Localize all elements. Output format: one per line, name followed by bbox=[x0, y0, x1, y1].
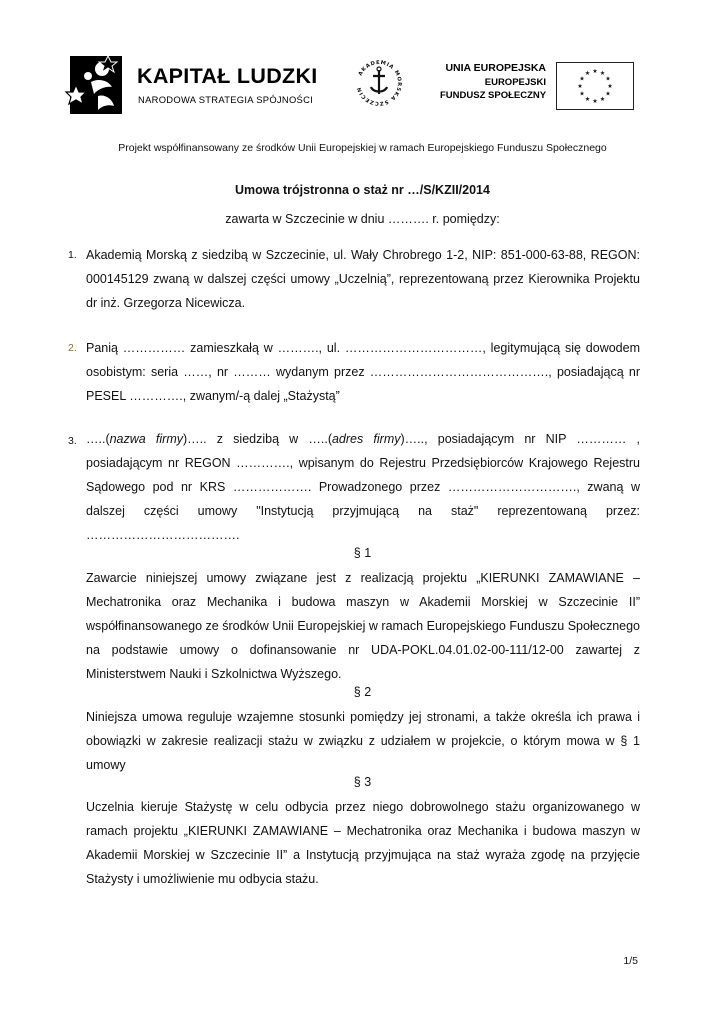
kapital-ludzki-logo bbox=[64, 52, 324, 118]
eu-star-icon bbox=[580, 91, 585, 95]
section-3-text: Uczelnia kieruje Stażystę w celu odbycia przez niego dobrowolnego stażu organizowanego w ramach projektu „KIERUNKI ZAMAWIANE – Mechatronika oraz Mechanika i budowa maszyn w Akademii Morskiej w Szczecinie II” a Instytucją przyjmująca na staż wyraża zgodę na przyjęcie Stażysty i umożliwienie mu odbycia stażu. bbox=[86, 800, 640, 886]
party-2-text: Panią …………… zamieszkałą w ………., ul. ……………………………, legitymującą się dowodem osobistym: seria ……, nr ……… wydanym przez ……………………………………., posiadającą nr PESEL …………., zwanym/-ą dalej „Stażystą” bbox=[86, 341, 640, 403]
section-3 bbox=[86, 795, 640, 891]
eu-star-icon bbox=[585, 97, 590, 101]
party-2 bbox=[86, 336, 640, 408]
seal-text: AKADEMIA MORSKA SZCZECIN bbox=[356, 59, 403, 107]
company-name-placeholder: nazwa firmy bbox=[109, 432, 183, 446]
eu-star-icon bbox=[606, 76, 611, 80]
party-3-text-c: )….. z siedzibą w …..( bbox=[182, 432, 332, 446]
eu-flag-icon bbox=[556, 62, 634, 110]
eu-star-icon bbox=[608, 84, 613, 88]
section-2-heading: § 2 bbox=[353, 685, 372, 699]
party-2-number: 2. bbox=[68, 342, 77, 354]
party-3-number: 3. bbox=[68, 435, 77, 447]
company-address-placeholder: adres firmy bbox=[331, 432, 401, 446]
seal-icon bbox=[352, 56, 406, 110]
section-3-heading: § 3 bbox=[353, 775, 372, 789]
section-2 bbox=[86, 705, 640, 777]
eu-text-block bbox=[440, 62, 546, 103]
party-3 bbox=[86, 427, 640, 547]
eu-logo bbox=[440, 62, 640, 112]
eu-star-icon bbox=[606, 91, 611, 95]
contract-intro: zawarta w Szczecinie w dniu ………. r. pomiędzy: bbox=[225, 212, 500, 226]
section-1-text: Zawarcie niniejszej umowy związane jest z realizacją projektu „KIERUNKI ZAMAWIANE – Mechatronika oraz Mechanika i budowa maszyn w Akademii Morskiej w Szczecinie II” współfinansowanego ze środków Unii Europejskiej w ramach Europejskiego Funduszu Społecznego na podstawie umowy o dofinansowanie nr UDA-POKL.04.01.02-00-111/12-00 zawartej z Ministerstwem Nauki i Szkolnictwa Wyższego. bbox=[86, 571, 640, 681]
kapital-ludzki-subtitle: NARODOWA STRATEGIA SPÓJNOŚCI bbox=[138, 94, 314, 105]
kapital-ludzki-title: KAPITAŁ LUDZKI bbox=[137, 64, 318, 88]
section-2-text: Niniejsza umowa reguluje wzajemne stosunki pomiędzy jej stronami, a także określa ich prawa i obowiązki w zakresie realizacji stażu w związku z udziałem w projekcie, o którym mowa w § 1 umowy bbox=[86, 710, 640, 772]
eu-line-3: FUNDUSZ SPOŁECZNY bbox=[440, 90, 547, 101]
party-3-text-a: …..( bbox=[86, 432, 110, 446]
eu-star-icon bbox=[580, 76, 585, 80]
party-3-text bbox=[86, 427, 640, 547]
funding-note: Projekt współfinansowany ze środków Unii Europejskiej w ramach Europejskiego Funduszu Społecznego bbox=[118, 142, 607, 154]
akademia-morska-seal bbox=[352, 56, 406, 110]
party-1-text: Akademią Morską z siedzibą w Szczecinie, ul. Wały Chrobrego 1-2, NIP: 851-000-63-88, REGON: 000145129 zwaną w dalszej części umowy „Uczelnią”, reprezentowaną przez Kierownika Projektu dr inż. Grzegorza Nicewicza. bbox=[86, 248, 640, 310]
party-3-text-e: )….., posiadającym nr NIP ………… , posiadającym nr REGON …………., wpisanym do Rejestru Przedsiębiorców Krajowego Rejestru Sądowego pod nr KRS ………………. Prowadzonego przez …………………………., zwaną w dalszej części umowy "Instytucją przyjmującą na staż" reprezentowaną przez: ………………………………. bbox=[86, 432, 641, 542]
eu-stars bbox=[557, 63, 633, 109]
eu-star-icon bbox=[578, 84, 583, 88]
section-1 bbox=[86, 566, 640, 686]
eu-star-icon bbox=[600, 97, 605, 101]
eu-star-icon bbox=[593, 69, 598, 73]
kapital-ludzki-icon bbox=[64, 52, 126, 118]
party-1 bbox=[86, 243, 640, 315]
party-1-number: 1. bbox=[68, 249, 77, 261]
eu-line-2: EUROPEJSKI bbox=[484, 76, 546, 88]
eu-line-1: UNIA EUROPEJSKA bbox=[445, 62, 546, 74]
eu-star-icon bbox=[593, 99, 598, 103]
eu-star-icon bbox=[600, 71, 605, 75]
contract-title: Umowa trójstronna o staż nr …/S/KZII/2014 bbox=[235, 183, 490, 197]
eu-star-icon bbox=[585, 71, 590, 75]
section-1-heading: § 1 bbox=[353, 546, 372, 560]
page-number: 1/5 bbox=[623, 955, 638, 967]
